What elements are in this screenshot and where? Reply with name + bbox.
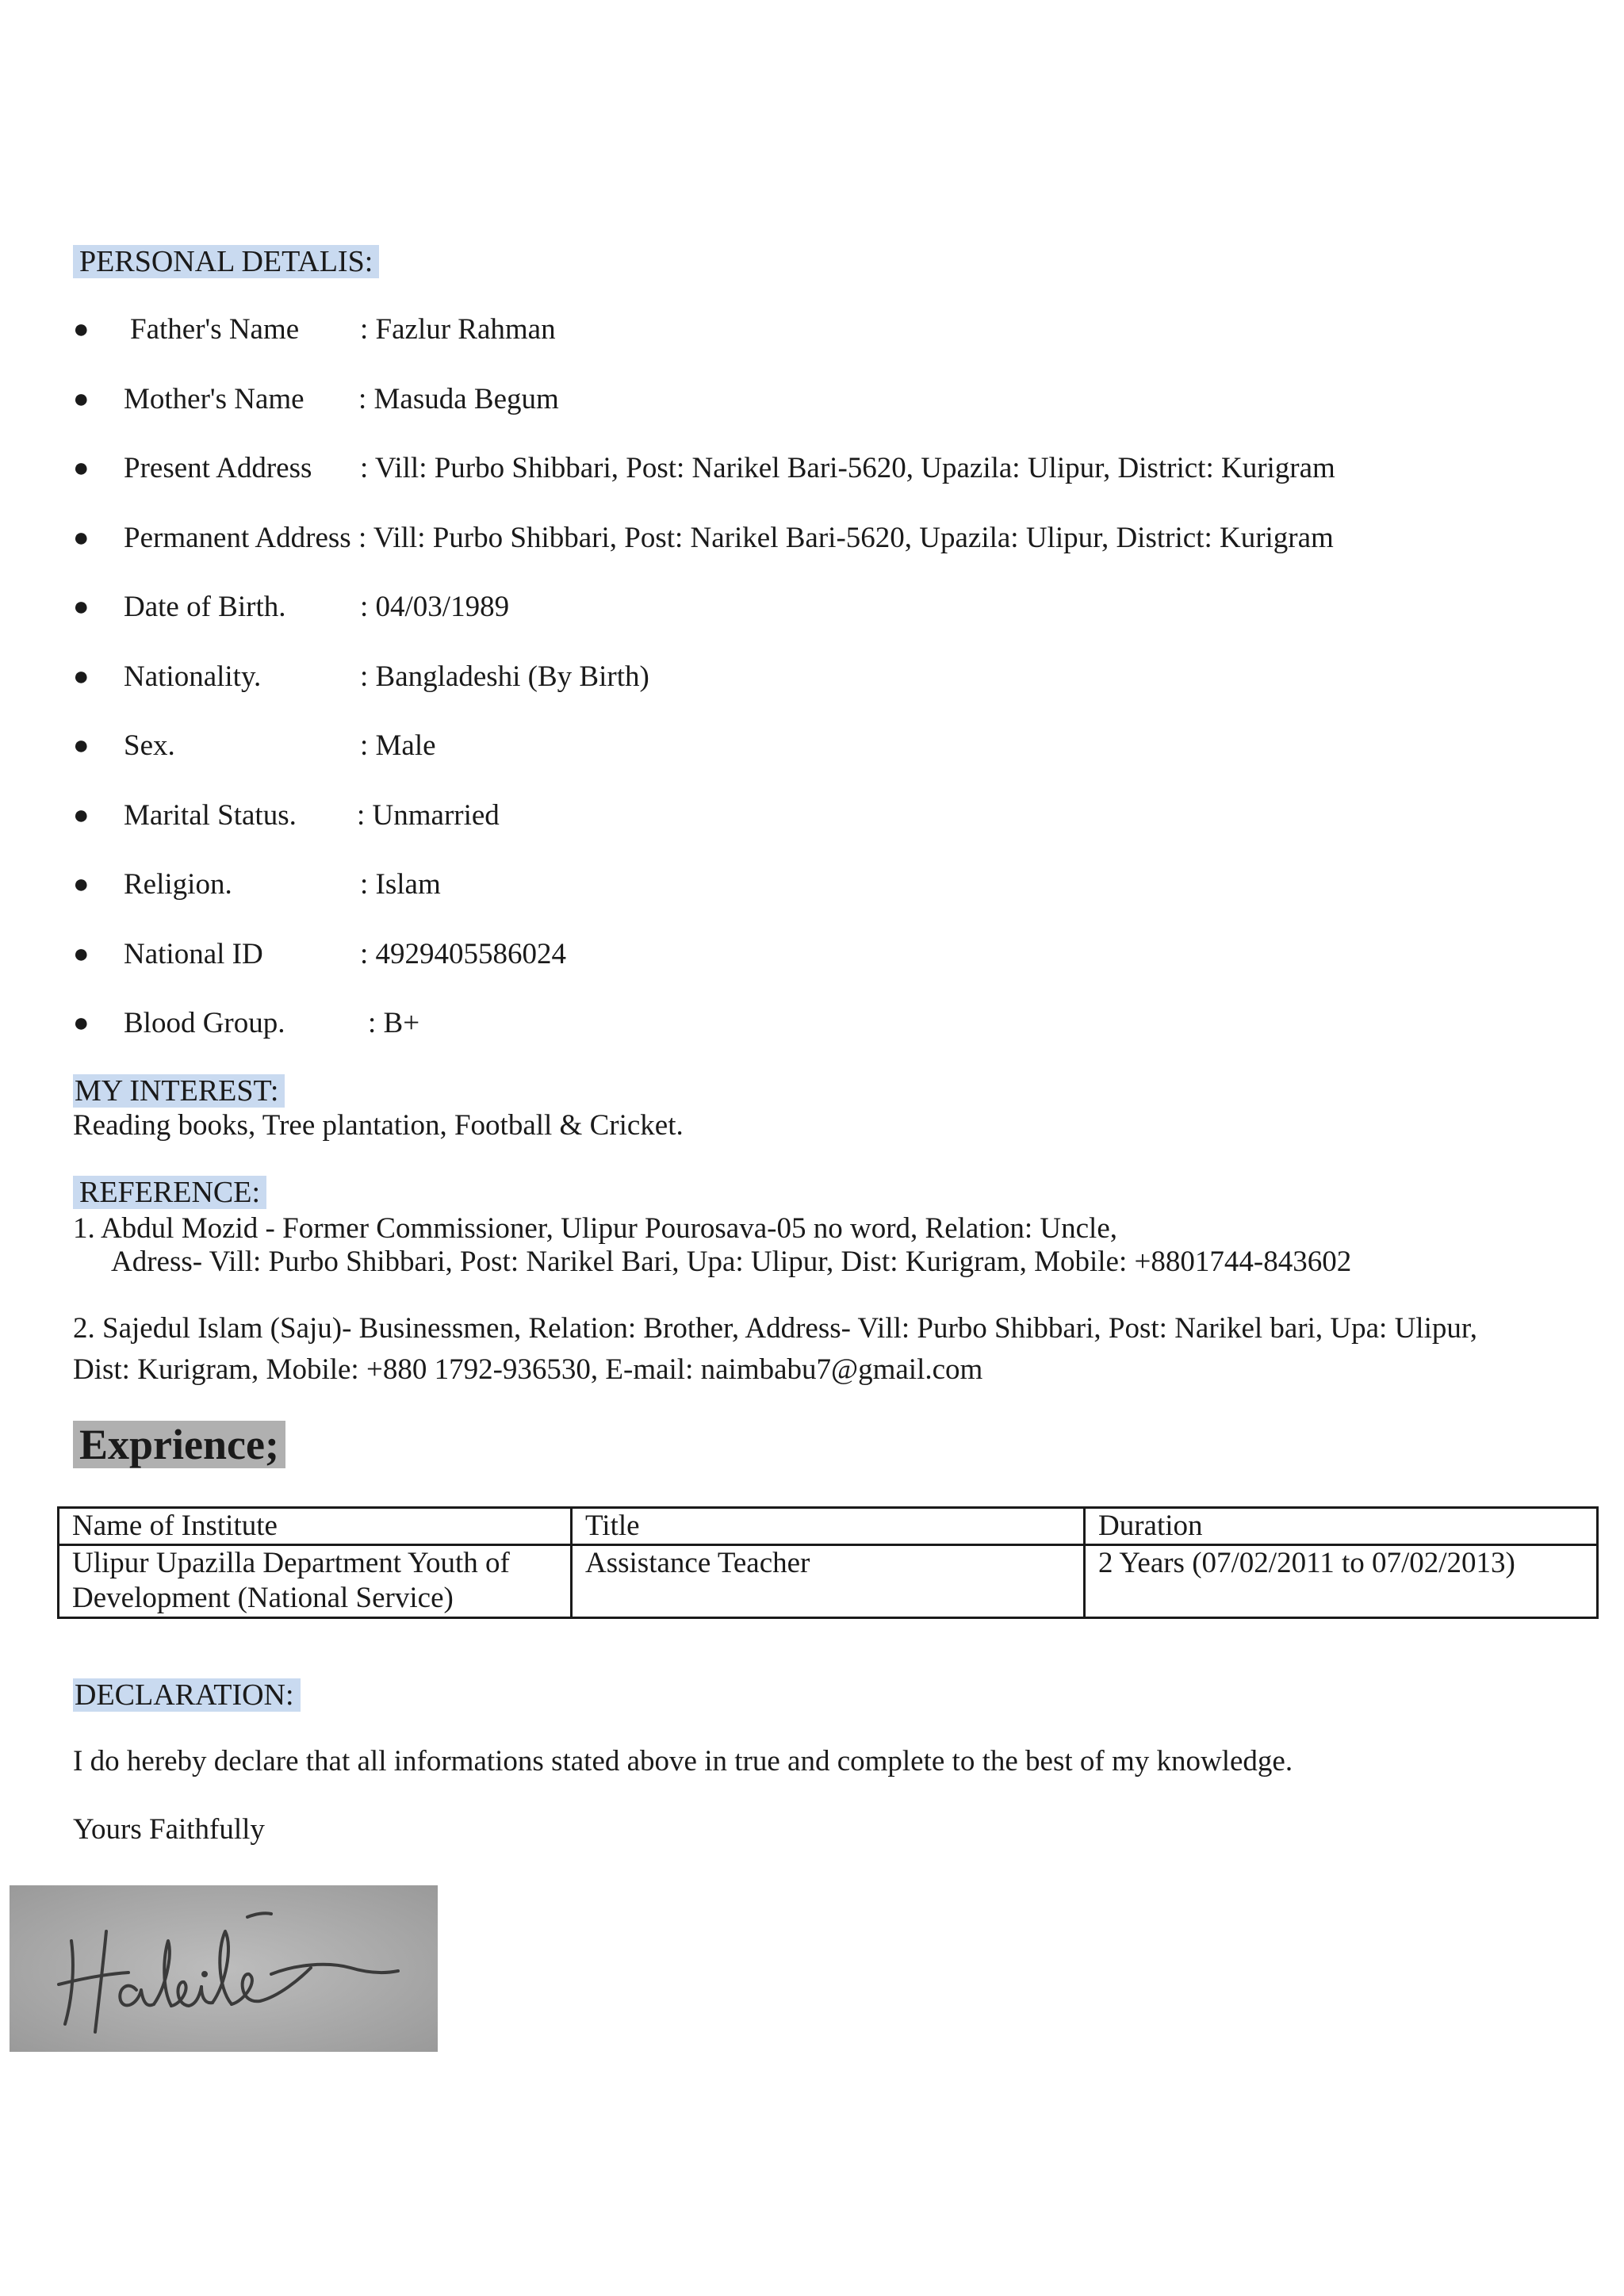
reference-1-line-2: Adress- Vill: Purbo Shibbari, Post: Narikel Bari, Upa: Ulipur, Dist: Kurigram, Mobile: +8801744-843602	[111, 1246, 1352, 1278]
duration-cell: 2 Years (07/02/2011 to 07/02/2013)	[1085, 1545, 1598, 1618]
detail-label: Mother's Name	[124, 382, 304, 415]
reference-1-line-1: 1. Abdul Mozid - Former Commissioner, Ulipur Pourosava-05 no word, Relation: Uncle,	[73, 1212, 1118, 1245]
personal-details-heading	[73, 243, 379, 281]
signature-image	[10, 1885, 438, 2052]
detail-label: Present Address	[124, 452, 312, 484]
table-header-row	[59, 1508, 1598, 1545]
detail-value: : 04/03/1989	[360, 591, 510, 623]
experience-heading-text: Exprience;	[73, 1421, 285, 1468]
institute-line-2: Development (National Service)	[72, 1582, 454, 1614]
reference-heading	[73, 1173, 266, 1211]
bullet-icon: ●	[73, 939, 90, 969]
detail-value: : Vill: Purbo Shibbari, Post: Narikel Bari-5620, Upazila: Ulipur, District: Kurigram	[358, 521, 1334, 554]
experience-heading	[73, 1419, 285, 1470]
detail-label: Marital Status.	[124, 798, 297, 832]
detail-value: : B+	[368, 1007, 420, 1039]
bullet-icon: ●	[73, 315, 90, 344]
detail-value: : Masuda Begum	[358, 382, 559, 415]
column-header-institute: Name of Institute	[59, 1508, 572, 1545]
interest-heading-text: MY INTEREST:	[73, 1074, 285, 1108]
signature-drawing	[10, 1885, 438, 2052]
experience-table	[57, 1506, 1599, 1619]
bullet-icon: ●	[73, 800, 90, 830]
institute-line-1: Ulipur Upazilla Department Youth of	[72, 1547, 510, 1579]
detail-label: Permanent Address	[124, 521, 351, 554]
bullet-icon: ●	[73, 661, 90, 691]
declaration-heading	[73, 1676, 301, 1714]
reference-2-line-2: Dist: Kurigram, Mobile: +880 1792-936530, E-mail: naimbabu7@gmail.com	[73, 1353, 983, 1386]
bullet-icon: ●	[73, 592, 90, 622]
institute-cell	[59, 1545, 572, 1618]
detail-label: Nationality.	[124, 660, 262, 693]
detail-value: : Vill: Purbo Shibbari, Post: Narikel Bari-5620, Upazila: Ulipur, District: Kurigram	[360, 452, 1335, 484]
bullet-icon: ●	[73, 1008, 90, 1038]
interest-heading	[73, 1072, 285, 1110]
detail-value: : Fazlur Rahman	[360, 313, 556, 346]
bullet-icon: ●	[73, 384, 90, 414]
detail-label: Blood Group.	[124, 1007, 285, 1039]
bullet-icon: ●	[73, 870, 90, 899]
reference-2-line-1: 2. Sajedul Islam (Saju)- Businessmen, Relation: Brother, Address- Vill: Purbo Shibbari, Post: Narikel bari, Upa: Ulipur,	[73, 1312, 1477, 1345]
bullet-icon: ●	[73, 453, 90, 483]
declaration-text: I do hereby declare that all informations stated above in true and complete to the best of my knowledge.	[73, 1745, 1293, 1777]
detail-label: Sex.	[124, 729, 175, 762]
column-header-title: Title	[572, 1508, 1085, 1545]
declaration-heading-text: DECLARATION:	[73, 1678, 301, 1712]
detail-value: : 4929405586024	[360, 937, 567, 970]
detail-label: Father's Name	[130, 313, 300, 346]
reference-heading-text: REFERENCE:	[73, 1176, 266, 1209]
title-cell: Assistance Teacher	[572, 1545, 1085, 1618]
detail-label: Religion.	[124, 868, 232, 901]
detail-label: Date of Birth.	[124, 591, 286, 623]
column-header-duration: Duration	[1085, 1508, 1598, 1545]
detail-value: : Islam	[360, 868, 441, 901]
bullet-icon: ●	[73, 522, 90, 553]
detail-label: National ID	[124, 937, 263, 970]
detail-value: : Bangladeshi (By Birth)	[360, 660, 649, 693]
interest-text: Reading books, Tree plantation, Football & Cricket.	[73, 1109, 684, 1142]
detail-value: : Male	[360, 729, 436, 762]
closing-text: Yours Faithfully	[73, 1813, 265, 1846]
bullet-icon: ●	[73, 731, 90, 760]
table-row	[59, 1545, 1598, 1618]
detail-value: : Unmarried	[357, 798, 500, 832]
personal-details-heading-text: PERSONAL DETALIS:	[73, 245, 379, 278]
